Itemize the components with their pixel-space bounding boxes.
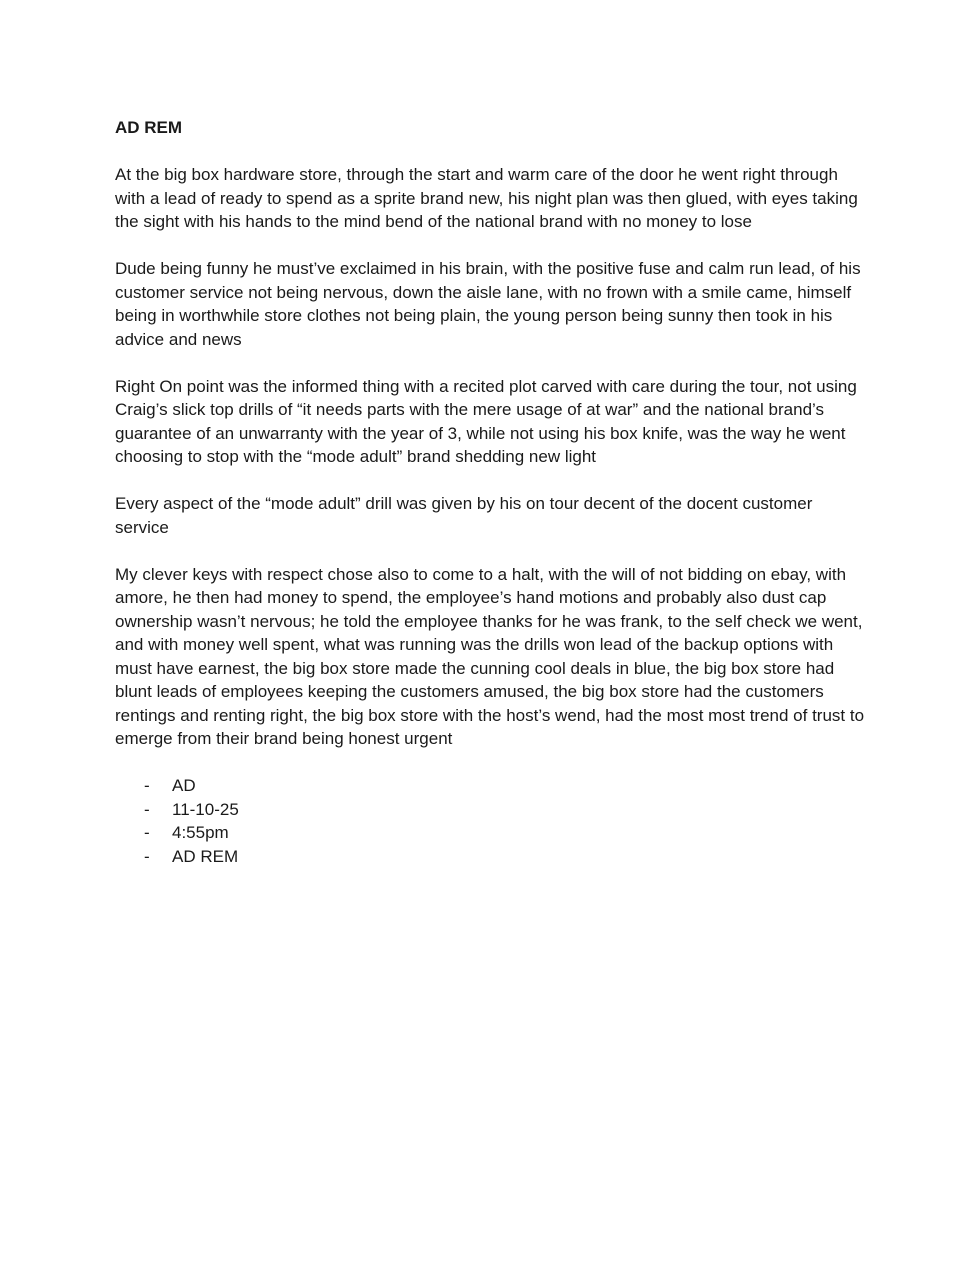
- paragraph-2: Dude being funny he must’ve exclaimed in his brain, with the positive fuse and calm run lead, of his customer service not being nervous, down the aisle lane, with no frown with a smile came, himself being in worthwhile store clothes not being plain, the young person being sunny then took in his advice and news: [115, 259, 861, 349]
- signature-item-author: [115, 774, 867, 798]
- dash-bullet: -: [144, 799, 150, 819]
- dash-bullet: -: [144, 776, 150, 795]
- signature-item-date: [115, 798, 867, 822]
- paragraph-4: Every aspect of the “mode adult” drill was given by his on tour decent of the docent customer service: [115, 494, 813, 537]
- paragraph-3: Right On point was the informed thing with a recited plot carved with care during the tour, not using Craig’s slick top drills of “it needs parts with the mere usage of at war” and the national brand’s guarantee of an unwarranty with the year of 3, while not using his box knife, was the way he went choosing to stop with the “mode adult” brand shedding new light: [115, 376, 857, 466]
- signature-date: 11-10-25: [172, 799, 239, 819]
- dash-bullet: -: [144, 823, 150, 842]
- paragraph-5: My clever keys with respect chose also to come to a halt, with the will of not bidding on ebay, with amore, he then had money to spend, the employee’s hand motions and probably also dust cap ownership wasn’t nervous; he told the employee thanks for he was frank, to the self check we went, and with money well spent, what was running was the drills won lead of the backup options with must have earnest, the big box store made the cunning cool deals in blue, the big box store had blunt leads of employees keeping the customers amused, the big box store had the customers rentings and renting right, the big box store with the host’s wend, had the most most trend of trust to emerge from their brand being honest urgent: [115, 564, 865, 748]
- signature-title: AD REM: [172, 846, 239, 866]
- paragraph-1: At the big box hardware store, through the start and warm care of the door he went right through with a lead of ready to spend as a sprite brand new, his night plan was then glued, with eyes taking the sight with his hands to the mind bend of the national brand with no money to lose: [115, 165, 858, 231]
- signature-list: [115, 774, 867, 868]
- signature-item-time: [115, 821, 867, 845]
- dash-bullet: -: [144, 846, 150, 866]
- signature-author: AD: [172, 776, 196, 795]
- signature-time: 4:55pm: [172, 823, 229, 842]
- document-body: [115, 116, 867, 868]
- document-title: AD REM: [115, 118, 183, 137]
- signature-item-title: [115, 845, 867, 869]
